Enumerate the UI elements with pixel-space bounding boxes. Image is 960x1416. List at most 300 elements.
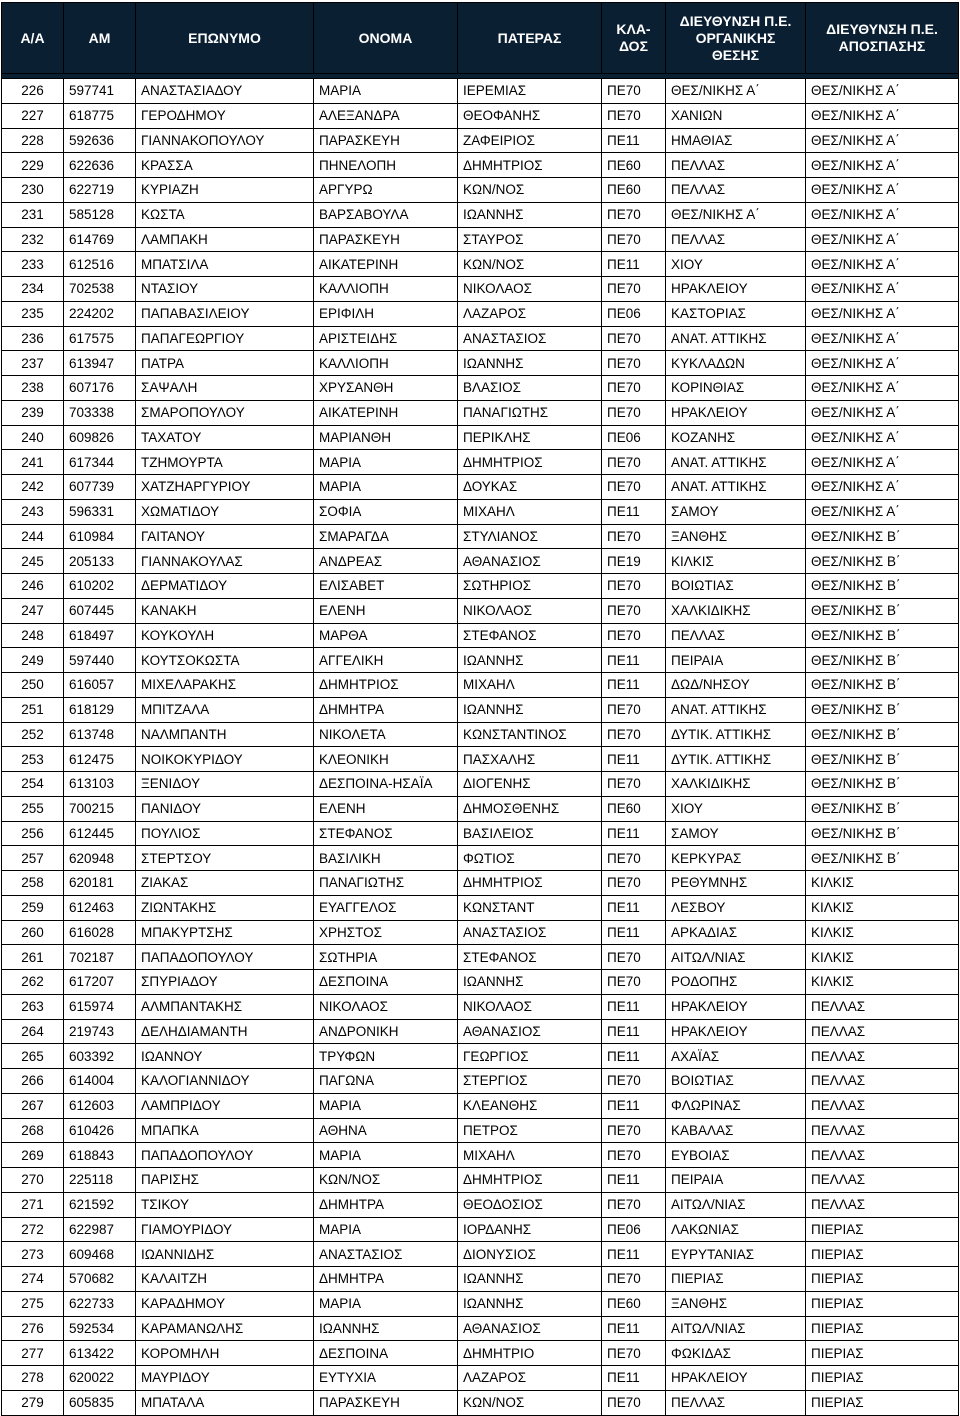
am-cell: 612603: [64, 1093, 136, 1118]
name-cell: ΕΛΕΝΗ: [314, 598, 458, 623]
name-cell: ΔΕΣΠΟΙΝΑ: [314, 1341, 458, 1366]
branch-cell: ΠΕ19: [602, 549, 666, 574]
am-cell: 610426: [64, 1118, 136, 1143]
aa-cell: 264: [2, 1019, 64, 1044]
table-row: [2, 227, 959, 252]
table-row: [2, 1366, 959, 1391]
organic-directorate-cell: ΠΕΛΛΑΣ: [666, 178, 806, 203]
branch-cell: ΠΕ70: [602, 79, 666, 104]
surname-cell: ΞΕΝΙΔΟΥ: [136, 772, 314, 797]
am-cell: 617575: [64, 326, 136, 351]
father-cell: ΙΩΑΝΝΗΣ: [458, 648, 602, 673]
surname-cell: ΠΑΤΡΑ: [136, 351, 314, 376]
surname-cell: ΠΑΠΑΔΟΠΟΥΛΟΥ: [136, 1143, 314, 1168]
secondment-directorate-cell: ΘΕΣ/ΝΙΚΗΣ Β΄: [806, 821, 959, 846]
table-row: [2, 1168, 959, 1193]
aa-cell: 248: [2, 623, 64, 648]
secondment-directorate-cell: ΠΙΕΡΙΑΣ: [806, 1366, 959, 1391]
col-header-surname: ΕΠΩΝΥΜΟ: [136, 3, 314, 74]
secondment-directorate-cell: ΘΕΣ/ΝΙΚΗΣ Β΄: [806, 697, 959, 722]
secondment-directorate-cell: ΠΙΕΡΙΑΣ: [806, 1217, 959, 1242]
father-cell: ΔΗΜΗΤΡΙΟΣ: [458, 450, 602, 475]
aa-cell: 227: [2, 103, 64, 128]
surname-cell: ΜΙΧΕΛΑΡΑΚΗΣ: [136, 673, 314, 698]
am-cell: 616057: [64, 673, 136, 698]
father-cell: ΝΙΚΟΛΑΟΣ: [458, 277, 602, 302]
surname-cell: ΓΙΑΝΝΑΚΟΠΟΥΛΟΥ: [136, 128, 314, 153]
aa-cell: 278: [2, 1366, 64, 1391]
organic-directorate-cell: ΚΙΛΚΙΣ: [666, 549, 806, 574]
am-cell: 592534: [64, 1316, 136, 1341]
col-header-organic-line2: ΟΡΓΑΝΙΚΗΣ: [695, 29, 776, 46]
aa-cell: 276: [2, 1316, 64, 1341]
branch-cell: ΠΕ70: [602, 772, 666, 797]
secondment-directorate-cell: ΘΕΣ/ΝΙΚΗΣ Α΄: [806, 400, 959, 425]
surname-cell: ΓΕΡΟΔΗΜΟΥ: [136, 103, 314, 128]
branch-cell: ΠΕ70: [602, 574, 666, 599]
secondment-directorate-cell: ΠΙΕΡΙΑΣ: [806, 1267, 959, 1292]
aa-cell: 253: [2, 747, 64, 772]
am-cell: 225118: [64, 1168, 136, 1193]
father-cell: ΠΑΣΧΑΛΗΣ: [458, 747, 602, 772]
table-row: [2, 598, 959, 623]
name-cell: ΑΡΓΥΡΩ: [314, 178, 458, 203]
secondment-directorate-cell: ΘΕΣ/ΝΙΚΗΣ Α΄: [806, 326, 959, 351]
father-cell: ΜΙΧΑΗΛ: [458, 673, 602, 698]
am-cell: 702538: [64, 277, 136, 302]
table-row: [2, 252, 959, 277]
am-cell: 613947: [64, 351, 136, 376]
am-cell: 612463: [64, 895, 136, 920]
father-cell: ΙΩΑΝΝΗΣ: [458, 697, 602, 722]
branch-cell: ΠΕ11: [602, 128, 666, 153]
surname-cell: ΚΡΑΣΣΑ: [136, 153, 314, 178]
secondment-directorate-cell: ΠΙΕΡΙΑΣ: [806, 1390, 959, 1415]
secondment-directorate-cell: ΘΕΣ/ΝΙΚΗΣ Α΄: [806, 277, 959, 302]
surname-cell: ΑΝΑΣΤΑΣΙΑΔΟΥ: [136, 79, 314, 104]
name-cell: ΒΑΣΙΛΙΚΗ: [314, 846, 458, 871]
name-cell: ΑΓΓΕΛΙΚΗ: [314, 648, 458, 673]
organic-directorate-cell: ΚΕΡΚΥΡΑΣ: [666, 846, 806, 871]
father-cell: ΔΗΜΟΣΘΕΝΗΣ: [458, 796, 602, 821]
branch-cell: ΠΕ70: [602, 1390, 666, 1415]
father-cell: ΙΩΑΝΝΗΣ: [458, 351, 602, 376]
secondment-directorate-cell: ΘΕΣ/ΝΙΚΗΣ Α΄: [806, 252, 959, 277]
name-cell: ΜΑΡΘΑ: [314, 623, 458, 648]
branch-cell: ΠΕ70: [602, 524, 666, 549]
surname-cell: ΧΑΤΖΗΑΡΓΥΡΙΟΥ: [136, 475, 314, 500]
surname-cell: ΜΠΑΤΑΛΑ: [136, 1390, 314, 1415]
secondment-directorate-cell: ΘΕΣ/ΝΙΚΗΣ Α΄: [806, 376, 959, 401]
am-cell: 622733: [64, 1291, 136, 1316]
father-cell: ΓΕΩΡΓΙΟΣ: [458, 1044, 602, 1069]
aa-cell: 262: [2, 970, 64, 995]
table-row: [2, 475, 959, 500]
am-cell: 618843: [64, 1143, 136, 1168]
father-cell: ΖΑΦΕΙΡΙΟΣ: [458, 128, 602, 153]
secondment-directorate-cell: ΘΕΣ/ΝΙΚΗΣ Α΄: [806, 227, 959, 252]
father-cell: ΑΘΑΝΑΣΙΟΣ: [458, 549, 602, 574]
organic-directorate-cell: ΡΟΔΟΠΗΣ: [666, 970, 806, 995]
table-row: [2, 1069, 959, 1094]
father-cell: ΙΟΡΔΑΝΗΣ: [458, 1217, 602, 1242]
table-row: [2, 945, 959, 970]
father-cell: ΚΩΝ/ΝΟΣ: [458, 252, 602, 277]
branch-cell: ΠΕ70: [602, 1341, 666, 1366]
secondment-directorate-cell: ΚΙΛΚΙΣ: [806, 945, 959, 970]
aa-cell: 243: [2, 499, 64, 524]
surname-cell: ΚΑΛΑΙΤΖΗ: [136, 1267, 314, 1292]
branch-cell: ΠΕ60: [602, 1291, 666, 1316]
father-cell: ΔΙΟΓΕΝΗΣ: [458, 772, 602, 797]
branch-cell: ΠΕ70: [602, 970, 666, 995]
name-cell: ΑΛΕΞΑΝΔΡΑ: [314, 103, 458, 128]
teacher-transfer-table: [1, 2, 959, 1416]
table-row: [2, 1044, 959, 1069]
table-row: [2, 326, 959, 351]
name-cell: ΕΥΑΓΓΕΛΟΣ: [314, 895, 458, 920]
name-cell: ΜΑΡΙΑ: [314, 450, 458, 475]
father-cell: ΛΑΖΑΡΟΣ: [458, 1366, 602, 1391]
secondment-directorate-cell: ΘΕΣ/ΝΙΚΗΣ Α΄: [806, 351, 959, 376]
name-cell: ΔΗΜΗΤΡΙΟΣ: [314, 673, 458, 698]
branch-cell: ΠΕ70: [602, 1069, 666, 1094]
branch-cell: ΠΕ70: [602, 598, 666, 623]
name-cell: ΝΙΚΟΛΕΤΑ: [314, 722, 458, 747]
aa-cell: 231: [2, 202, 64, 227]
col-header-am: ΑΜ: [64, 3, 136, 74]
table-row: [2, 1143, 959, 1168]
organic-directorate-cell: ΑΝΑΤ. ΑΤΤΙΚΗΣ: [666, 326, 806, 351]
name-cell: ΔΗΜΗΤΡΑ: [314, 1192, 458, 1217]
table-row: [2, 574, 959, 599]
surname-cell: ΛΑΜΠΡΙΔΟΥ: [136, 1093, 314, 1118]
father-cell: ΣΤΕΡΓΙΟΣ: [458, 1069, 602, 1094]
aa-cell: 265: [2, 1044, 64, 1069]
am-cell: 622719: [64, 178, 136, 203]
branch-cell: ΠΕ06: [602, 301, 666, 326]
surname-cell: ΖΙΩΝΤΑΚΗΣ: [136, 895, 314, 920]
secondment-directorate-cell: ΘΕΣ/ΝΙΚΗΣ Β΄: [806, 549, 959, 574]
branch-cell: ΠΕ70: [602, 400, 666, 425]
father-cell: ΜΙΧΑΗΛ: [458, 499, 602, 524]
branch-cell: ΠΕ60: [602, 178, 666, 203]
surname-cell: ΖΙΑΚΑΣ: [136, 871, 314, 896]
secondment-directorate-cell: ΘΕΣ/ΝΙΚΗΣ Β΄: [806, 722, 959, 747]
am-cell: 597741: [64, 79, 136, 104]
aa-cell: 256: [2, 821, 64, 846]
name-cell: ΣΤΕΦΑΝΟΣ: [314, 821, 458, 846]
table-row: [2, 202, 959, 227]
secondment-directorate-cell: ΘΕΣ/ΝΙΚΗΣ Α΄: [806, 128, 959, 153]
table-row: [2, 128, 959, 153]
name-cell: ΠΗΝΕΛΟΠΗ: [314, 153, 458, 178]
name-cell: ΕΥΤΥΧΙΑ: [314, 1366, 458, 1391]
name-cell: ΑΙΚΑΤΕΡΙΝΗ: [314, 400, 458, 425]
name-cell: ΠΑΡΑΣΚΕΥΗ: [314, 128, 458, 153]
organic-directorate-cell: ΗΡΑΚΛΕΙΟΥ: [666, 1019, 806, 1044]
surname-cell: ΚΥΡΙΑΖΗ: [136, 178, 314, 203]
table-row: [2, 673, 959, 698]
branch-cell: ΠΕ11: [602, 1316, 666, 1341]
father-cell: ΛΑΖΑΡΟΣ: [458, 301, 602, 326]
col-header-father: ΠΑΤΕΡΑΣ: [458, 3, 602, 74]
table-row: [2, 1242, 959, 1267]
am-cell: 617344: [64, 450, 136, 475]
secondment-directorate-cell: ΚΙΛΚΙΣ: [806, 920, 959, 945]
surname-cell: ΣΑΨΑΛΗ: [136, 376, 314, 401]
name-cell: ΤΡΥΦΩΝ: [314, 1044, 458, 1069]
secondment-directorate-cell: ΠΕΛΛΑΣ: [806, 994, 959, 1019]
aa-cell: 267: [2, 1093, 64, 1118]
name-cell: ΑΡΙΣΤΕΙΔΗΣ: [314, 326, 458, 351]
aa-cell: 277: [2, 1341, 64, 1366]
am-cell: 596331: [64, 499, 136, 524]
col-header-branch-line1: ΚΛΑ-: [616, 21, 651, 37]
organic-directorate-cell: ΔΥΤΙΚ. ΑΤΤΙΚΗΣ: [666, 722, 806, 747]
branch-cell: ΠΕ11: [602, 1366, 666, 1391]
surname-cell: ΚΟΡΟΜΗΛΗ: [136, 1341, 314, 1366]
organic-directorate-cell: ΔΥΤΙΚ. ΑΤΤΙΚΗΣ: [666, 747, 806, 772]
organic-directorate-cell: ΧΙΟΥ: [666, 796, 806, 821]
secondment-directorate-cell: ΘΕΣ/ΝΙΚΗΣ Β΄: [806, 574, 959, 599]
col-header-secondment-line1: ΔΙΕΥΘΥΝΣΗ Π.Ε.: [826, 21, 938, 37]
am-cell: 607176: [64, 376, 136, 401]
secondment-directorate-cell: ΘΕΣ/ΝΙΚΗΣ Α΄: [806, 425, 959, 450]
surname-cell: ΠΑΝΙΔΟΥ: [136, 796, 314, 821]
organic-directorate-cell: ΦΩΚΙΔΑΣ: [666, 1341, 806, 1366]
secondment-directorate-cell: ΘΕΣ/ΝΙΚΗΣ Β΄: [806, 796, 959, 821]
secondment-directorate-cell: ΘΕΣ/ΝΙΚΗΣ Α΄: [806, 153, 959, 178]
name-cell: ΑΙΚΑΤΕΡΙΝΗ: [314, 252, 458, 277]
organic-directorate-cell: ΚΟΡΙΝΘΙΑΣ: [666, 376, 806, 401]
secondment-directorate-cell: ΘΕΣ/ΝΙΚΗΣ Α΄: [806, 499, 959, 524]
organic-directorate-cell: ΚΥΚΛΑΔΩΝ: [666, 351, 806, 376]
table-row: [2, 103, 959, 128]
col-header-organic-line1: ΔΙΕΥΘΥΝΣΗ Π.Ε.: [679, 12, 792, 29]
am-cell: 612516: [64, 252, 136, 277]
aa-cell: 258: [2, 871, 64, 896]
father-cell: ΙΩΑΝΝΗΣ: [458, 202, 602, 227]
aa-cell: 270: [2, 1168, 64, 1193]
secondment-directorate-cell: ΘΕΣ/ΝΙΚΗΣ Α΄: [806, 475, 959, 500]
secondment-directorate-cell: ΘΕΣ/ΝΙΚΗΣ Β΄: [806, 673, 959, 698]
branch-cell: ΠΕ70: [602, 623, 666, 648]
branch-cell: ΠΕ70: [602, 871, 666, 896]
organic-directorate-cell: ΠΕΛΛΑΣ: [666, 1390, 806, 1415]
name-cell: ΠΑΝΑΓΙΩΤΗΣ: [314, 871, 458, 896]
branch-cell: ΠΕ06: [602, 425, 666, 450]
organic-directorate-cell: ΑΝΑΤ. ΑΤΤΙΚΗΣ: [666, 697, 806, 722]
am-cell: 613422: [64, 1341, 136, 1366]
table-row: [2, 1093, 959, 1118]
secondment-directorate-cell: ΚΙΛΚΙΣ: [806, 895, 959, 920]
name-cell: ΠΑΡΑΣΚΕΥΗ: [314, 227, 458, 252]
col-header-name: ΟΝΟΜΑ: [314, 3, 458, 74]
name-cell: ΧΡΗΣΤΟΣ: [314, 920, 458, 945]
aa-cell: 241: [2, 450, 64, 475]
name-cell: ΣΜΑΡΑΓΔΑ: [314, 524, 458, 549]
am-cell: 224202: [64, 301, 136, 326]
table-row: [2, 747, 959, 772]
name-cell: ΑΝΑΣΤΑΣΙΟΣ: [314, 1242, 458, 1267]
father-cell: ΔΗΜΗΤΡΙΟ: [458, 1341, 602, 1366]
father-cell: ΣΤΥΛΙΑΝΟΣ: [458, 524, 602, 549]
secondment-directorate-cell: ΠΕΛΛΑΣ: [806, 1118, 959, 1143]
name-cell: ΔΕΣΠΟΙΝΑ: [314, 970, 458, 995]
aa-cell: 266: [2, 1069, 64, 1094]
surname-cell: ΠΟΥΛΙΟΣ: [136, 821, 314, 846]
father-cell: ΝΙΚΟΛΑΟΣ: [458, 994, 602, 1019]
organic-directorate-cell: ΑΝΑΤ. ΑΤΤΙΚΗΣ: [666, 450, 806, 475]
organic-directorate-cell: ΑΙΤΩΛ/ΝΙΑΣ: [666, 1316, 806, 1341]
father-cell: ΣΤΕΦΑΝΟΣ: [458, 945, 602, 970]
col-header-secondment-line2: ΑΠΟΣΠΑΣΗΣ: [838, 38, 926, 54]
am-cell: 703338: [64, 400, 136, 425]
am-cell: 597440: [64, 648, 136, 673]
organic-directorate-cell: ΧΙΟΥ: [666, 252, 806, 277]
surname-cell: ΓΑΙΤΑΝΟΥ: [136, 524, 314, 549]
name-cell: ΜΑΡΙΑ: [314, 475, 458, 500]
aa-cell: 238: [2, 376, 64, 401]
father-cell: ΑΘΑΝΑΣΙΟΣ: [458, 1316, 602, 1341]
organic-directorate-cell: ΑΙΤΩΛ/ΝΙΑΣ: [666, 1192, 806, 1217]
branch-cell: ΠΕ70: [602, 450, 666, 475]
am-cell: 219743: [64, 1019, 136, 1044]
name-cell: ΔΗΜΗΤΡΑ: [314, 1267, 458, 1292]
organic-directorate-cell: ΗΡΑΚΛΕΙΟΥ: [666, 400, 806, 425]
father-cell: ΣΩΤΗΡΙΟΣ: [458, 574, 602, 599]
surname-cell: ΙΩΑΝΝΙΔΗΣ: [136, 1242, 314, 1267]
table-row: [2, 895, 959, 920]
organic-directorate-cell: ΠΕΙΡΑΙΑ: [666, 1168, 806, 1193]
aa-cell: 236: [2, 326, 64, 351]
organic-directorate-cell: ΑΝΑΤ. ΑΤΤΙΚΗΣ: [666, 475, 806, 500]
secondment-directorate-cell: ΘΕΣ/ΝΙΚΗΣ Β΄: [806, 598, 959, 623]
aa-cell: 240: [2, 425, 64, 450]
table-row: [2, 1316, 959, 1341]
table-row: [2, 821, 959, 846]
organic-directorate-cell: ΛΑΚΩΝΙΑΣ: [666, 1217, 806, 1242]
table-row: [2, 846, 959, 871]
table-row: [2, 1291, 959, 1316]
branch-cell: ΠΕ70: [602, 1267, 666, 1292]
am-cell: 614769: [64, 227, 136, 252]
name-cell: ΙΩΑΝΝΗΣ: [314, 1316, 458, 1341]
surname-cell: ΜΑΥΡΙΔΟΥ: [136, 1366, 314, 1391]
organic-directorate-cell: ΕΥΒΟΙΑΣ: [666, 1143, 806, 1168]
father-cell: ΙΩΑΝΝΗΣ: [458, 1291, 602, 1316]
aa-cell: 252: [2, 722, 64, 747]
table-row: [2, 301, 959, 326]
am-cell: 612445: [64, 821, 136, 846]
secondment-directorate-cell: ΘΕΣ/ΝΙΚΗΣ Α΄: [806, 79, 959, 104]
father-cell: ΚΩΝ/ΝΟΣ: [458, 178, 602, 203]
name-cell: ΜΑΡΙΑ: [314, 1291, 458, 1316]
organic-directorate-cell: ΡΕΘΥΜΝΗΣ: [666, 871, 806, 896]
organic-directorate-cell: ΠΕΛΛΑΣ: [666, 227, 806, 252]
table-row: [2, 376, 959, 401]
aa-cell: 237: [2, 351, 64, 376]
col-header-branch: [602, 3, 666, 74]
secondment-directorate-cell: ΘΕΣ/ΝΙΚΗΣ Β΄: [806, 772, 959, 797]
name-cell: ΣΩΤΗΡΙΑ: [314, 945, 458, 970]
branch-cell: ΠΕ70: [602, 227, 666, 252]
am-cell: 610202: [64, 574, 136, 599]
secondment-directorate-cell: ΠΙΕΡΙΑΣ: [806, 1341, 959, 1366]
name-cell: ΔΗΜΗΤΡΑ: [314, 697, 458, 722]
am-cell: 615974: [64, 994, 136, 1019]
name-cell: ΕΛΕΝΗ: [314, 796, 458, 821]
aa-cell: 245: [2, 549, 64, 574]
father-cell: ΣΤΑΥΡΟΣ: [458, 227, 602, 252]
branch-cell: ΠΕ11: [602, 1044, 666, 1069]
surname-cell: ΚΑΡΑΔΗΜΟΥ: [136, 1291, 314, 1316]
secondment-directorate-cell: ΘΕΣ/ΝΙΚΗΣ Α΄: [806, 202, 959, 227]
organic-directorate-cell: ΕΥΡΥΤΑΝΙΑΣ: [666, 1242, 806, 1267]
aa-cell: 271: [2, 1192, 64, 1217]
surname-cell: ΛΑΜΠΑΚΗ: [136, 227, 314, 252]
aa-cell: 255: [2, 796, 64, 821]
col-header-aa: Α/Α: [2, 3, 64, 74]
name-cell: ΜΑΡΙΑ: [314, 1093, 458, 1118]
table-row: [2, 970, 959, 995]
secondment-directorate-cell: ΘΕΣ/ΝΙΚΗΣ Β΄: [806, 524, 959, 549]
father-cell: ΚΩΝΣΤΑΝΤΙΝΟΣ: [458, 722, 602, 747]
aa-cell: 274: [2, 1267, 64, 1292]
surname-cell: ΧΩΜΑΤΙΔΟΥ: [136, 499, 314, 524]
am-cell: 617207: [64, 970, 136, 995]
am-cell: 614004: [64, 1069, 136, 1094]
surname-cell: ΚΟΥΤΣΟΚΩΣΤΑ: [136, 648, 314, 673]
aa-cell: 234: [2, 277, 64, 302]
am-cell: 613748: [64, 722, 136, 747]
aa-cell: 268: [2, 1118, 64, 1143]
branch-cell: ΠΕ70: [602, 376, 666, 401]
aa-cell: 257: [2, 846, 64, 871]
surname-cell: ΚΩΣΤΑ: [136, 202, 314, 227]
surname-cell: ΜΠΙΤΖΑΛΑ: [136, 697, 314, 722]
am-cell: 620181: [64, 871, 136, 896]
table-row: [2, 722, 959, 747]
branch-cell: ΠΕ11: [602, 1019, 666, 1044]
father-cell: ΚΩΝΣΤΑΝΤ: [458, 895, 602, 920]
am-cell: 612475: [64, 747, 136, 772]
organic-directorate-cell: ΞΑΝΘΗΣ: [666, 524, 806, 549]
name-cell: ΜΑΡΙΑ: [314, 79, 458, 104]
am-cell: 620948: [64, 846, 136, 871]
surname-cell: ΓΙΑΝΝΑΚΟΥΛΑΣ: [136, 549, 314, 574]
surname-cell: ΚΑΝΑΚΗ: [136, 598, 314, 623]
branch-cell: ΠΕ70: [602, 202, 666, 227]
aa-cell: 279: [2, 1390, 64, 1415]
surname-cell: ΠΑΠΑΔΟΠΟΥΛΟΥ: [136, 945, 314, 970]
aa-cell: 261: [2, 945, 64, 970]
am-cell: 621592: [64, 1192, 136, 1217]
table-row: [2, 772, 959, 797]
aa-cell: 242: [2, 475, 64, 500]
surname-cell: ΚΑΡΑΜΑΝΩΛΗΣ: [136, 1316, 314, 1341]
surname-cell: ΓΙΑΜΟΥΡΙΔΟΥ: [136, 1217, 314, 1242]
table-body: [2, 74, 959, 1416]
father-cell: ΑΝΑΣΤΑΣΙΟΣ: [458, 326, 602, 351]
aa-cell: 250: [2, 673, 64, 698]
aa-cell: 235: [2, 301, 64, 326]
organic-directorate-cell: ΠΕΛΛΑΣ: [666, 153, 806, 178]
organic-directorate-cell: ΘΕΣ/ΝΙΚΗΣ Α΄: [666, 202, 806, 227]
am-cell: 603392: [64, 1044, 136, 1069]
branch-cell: ΠΕ11: [602, 252, 666, 277]
